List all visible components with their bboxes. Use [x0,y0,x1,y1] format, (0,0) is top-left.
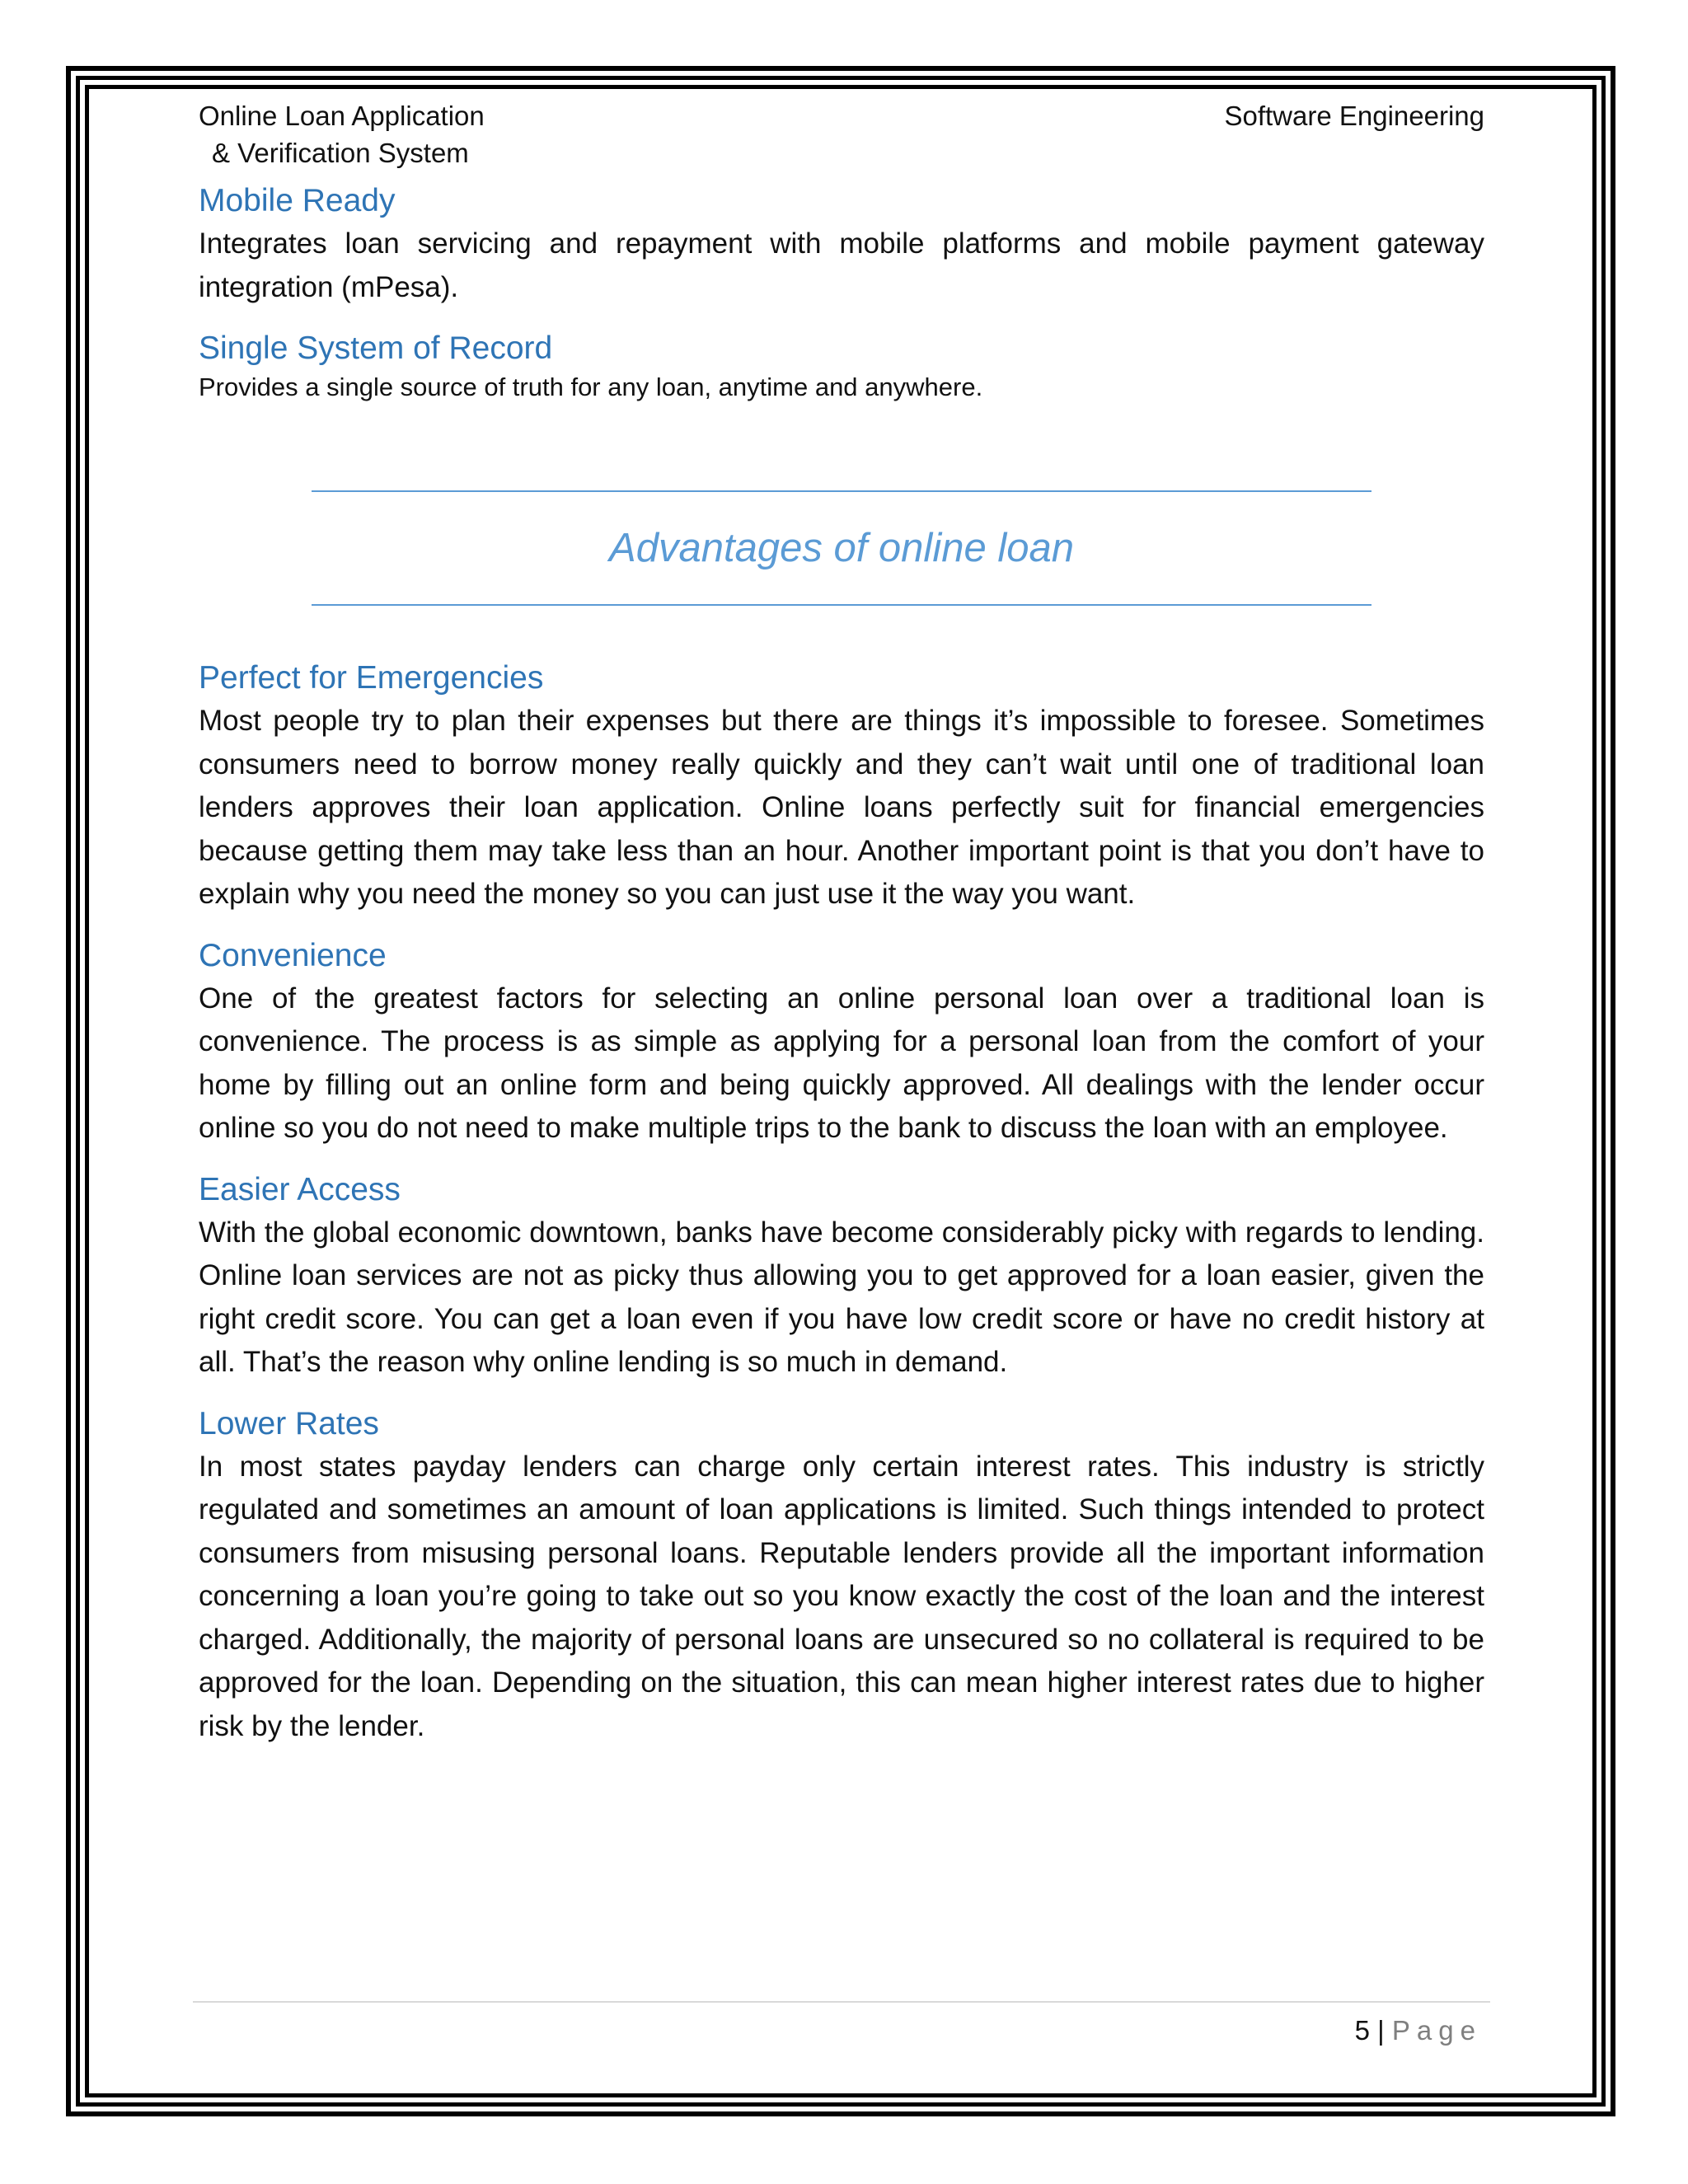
chapter-title-block [312,490,1372,606]
section-heading: Lower Rates [199,1405,379,1441]
section-perfect-for-emergencies [199,657,1484,916]
section-single-system-of-record [199,327,1484,405]
section-easier-access [199,1169,1484,1385]
section-heading: Easier Access [199,1171,401,1207]
header-title-line1: Online Loan Application [199,101,485,131]
section-heading: Convenience [199,937,387,973]
section-body: Integrates loan servicing and repayment with mobile platforms and mobile payment gateway integration (mPesa). [199,227,1484,303]
page-footer [193,2001,1490,2049]
section-convenience [199,935,1484,1151]
section-body: In most states payday lenders can charge only certain interest rates. This industry is strictly regulated and sometimes an amount of loan applications is limited. Such things intended to protect consumers from misusing personal loans. Reputable lenders provide all the important information concerning a loan you’re going to take out so you know exactly the cost of the loan and the interest charged. Additionally, the majority of personal loans are unsecured so no collateral is required to be approved for the loan. Depending on the situation, this can mean higher interest rates due to higher risk by the lender. [199,1450,1484,1742]
section-heading: Mobile Ready [199,183,396,218]
page-word: Page [1391,2015,1482,2046]
page-number-block [193,2013,1490,2049]
section-mobile-ready [199,180,1484,309]
title-rule-bottom [312,604,1372,606]
section-body: Provides a single source of truth for any loan, anytime and anywhere. [199,373,983,401]
advantages-list [199,657,1484,1748]
page-number: 5 [1354,2015,1370,2046]
header-title-line2: & Verification System [212,138,469,168]
page-content [199,97,1484,1766]
section-lower-rates [199,1403,1484,1749]
section-heading: Single System of Record [199,330,553,366]
page-header [199,97,1484,180]
header-course: Software Engineering [1224,101,1484,131]
section-body: One of the greatest factors for selecting an online personal loan over a traditional loan is convenience. The process is as simple as applying for a personal loan from the comfort of your home by filling out an online form and being quickly approved. All dealings with the lender occur online so you do not need to make multiple trips to the bank to discuss the loan with an employee. [199,982,1484,1144]
section-heading: Perfect for Emergencies [199,660,544,696]
section-body: With the global economic downtown, banks have become considerably picky with regards to lending. Online loan services are not as picky thus allowing you to get approved for a loan easier, given the right credit score. You can get a loan even if you have low credit score or have no credit history at all. That’s the reason why online lending is so much in demand. [199,1216,1484,1378]
footer-rule [193,2001,1490,2003]
header-document-title [199,97,485,171]
page-separator: | [1377,2015,1385,2046]
title-rule-top [312,490,1372,492]
chapter-title: Advantages of online loan [609,526,1074,570]
section-body: Most people try to plan their expenses but there are things it’s impossible to foresee. Sometimes consumers need to borrow money really quickly and they can’t wait until one of traditional loan lenders approves their loan application. Online loans perfectly suit for financial emergencies because getting them may take less than an hour. Another important point is that you don’t have to explain why you need the money so you can just use it the way you want. [199,705,1484,910]
